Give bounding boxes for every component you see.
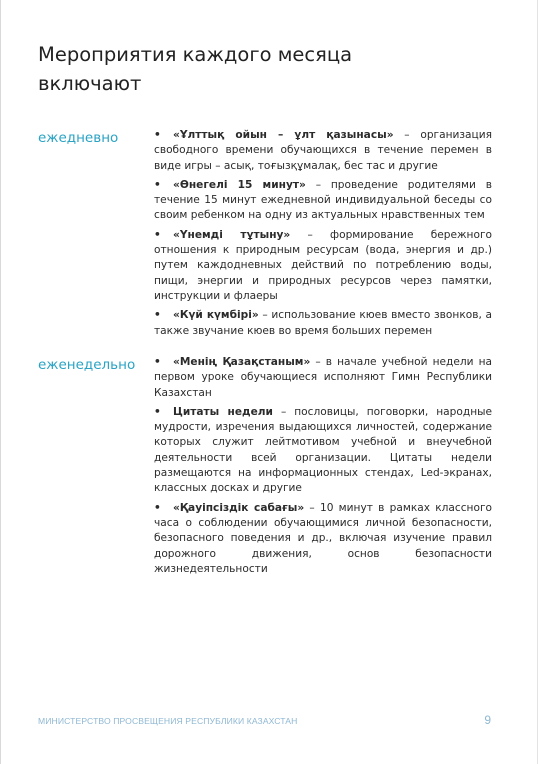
bullet-icon: • xyxy=(154,501,161,514)
bullet-icon: • xyxy=(154,178,161,191)
activity-name: «Өнегелі 15 минут» xyxy=(173,178,306,191)
activity-description: – в начале учебной недели на первом уроке обучающиеся исполняют Гимн Республики Казахстан xyxy=(154,356,493,399)
activity-name: «Қауіпсіздік сабағы» xyxy=(173,501,305,514)
list-item xyxy=(154,308,492,339)
list-item xyxy=(154,501,492,577)
activity-description: – организация свободного времени обучающихся в течение перемен в виде игры – асық, тоғызқұмалақ, бес тас и другие xyxy=(154,129,493,172)
list-item xyxy=(154,355,492,401)
list-item xyxy=(154,178,492,224)
bullet-icon: • xyxy=(154,228,161,241)
footer-organization: МИНИСТЕРСТВО ПРОСВЕЩЕНИЯ РЕСПУБЛИКИ КАЗАХСТАН xyxy=(38,716,298,726)
bullet-icon: • xyxy=(154,405,161,418)
list-item xyxy=(154,405,492,497)
bullet-icon: • xyxy=(154,356,161,368)
section-label-weekly: еженедельно xyxy=(38,357,136,373)
list-item xyxy=(154,228,492,304)
activity-name: Цитаты недели xyxy=(173,405,273,418)
activity-name: «Менің Қазақстаным» xyxy=(173,356,311,368)
activity-name: «Үнемді тұтыну» xyxy=(173,228,291,241)
activity-name: «Ұлттық ойын – ұлт қазынасы» xyxy=(173,129,394,141)
activity-description: – формирование бережного отношения к природным ресурсам (вода, энергия и др.) путем каждодневных действий по потреблению воды, пищи, энергии и природных ресурсов через памятки, инструкции и флаеры xyxy=(154,228,492,302)
activity-name: «Күй күмбірі» xyxy=(173,309,259,322)
page-number: 9 xyxy=(484,713,491,727)
activity-description: – проведение родителями в течение 15 минут ежедневной индивидуальной беседы со своим ребенком на одну из актуальных нравственных тем xyxy=(154,178,493,222)
activity-description: – 10 минут в рамках классного часа о соблюдении обучающимися личной безопасности, безопасного поведения и др., включая изучение правил дорожного движения, основ безопасности жизнедеятельности xyxy=(154,501,492,575)
activity-description: – пословицы, поговорки, народные мудрости, изречения выдающихся личностей, содержание которых служит лейтмотивом учебной и внеучебной деятельности всей организации. Цитаты недели размещаются на информационных стендах, Led-экранах, классных досках и другие xyxy=(154,405,493,495)
section-label-daily: ежедневно xyxy=(38,130,119,146)
bullet-icon: • xyxy=(154,129,161,141)
activity-description: – использование кюев вместо звонков, а также звучание кюев во время больших перемен xyxy=(154,309,492,337)
page-title: Мероприятия каждого месяца включают xyxy=(38,43,353,95)
weekly-activities-list xyxy=(154,355,492,581)
list-item xyxy=(154,128,492,174)
daily-activities-list xyxy=(154,128,492,343)
bullet-icon: • xyxy=(154,309,161,322)
